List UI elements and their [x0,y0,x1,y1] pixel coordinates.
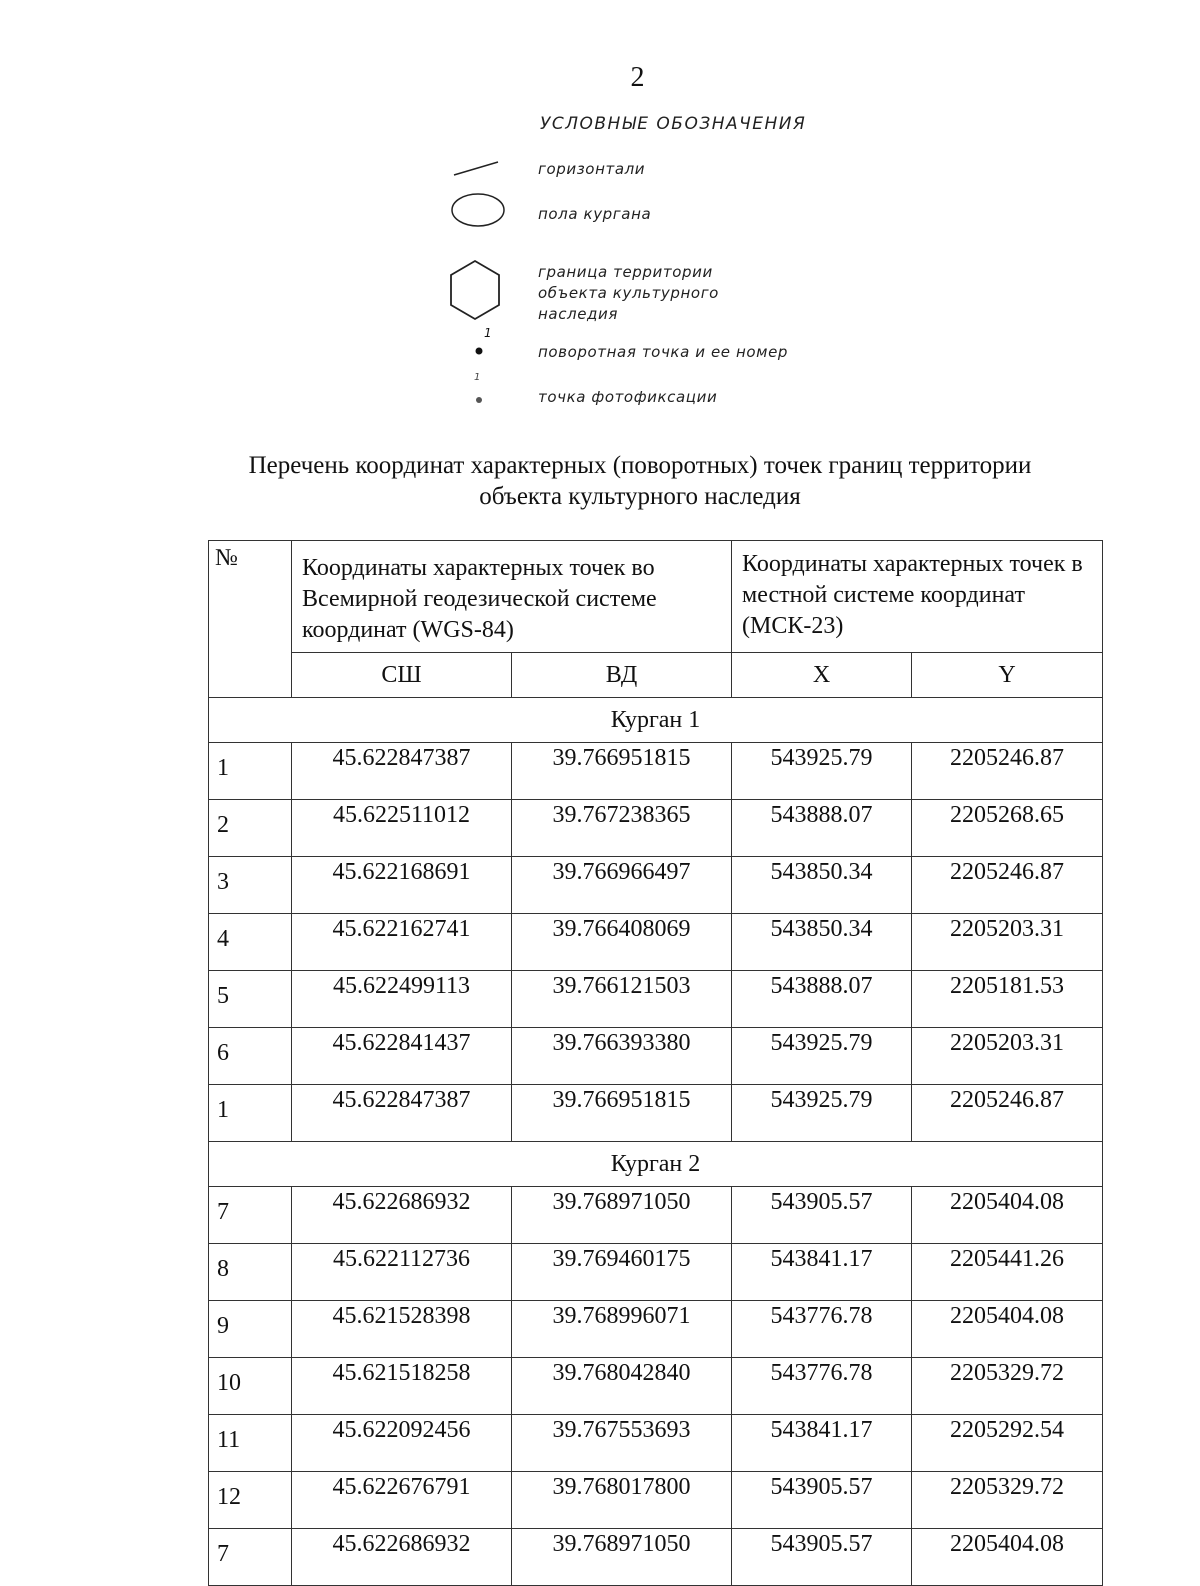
cell-longitude: 39.769460175 [512,1244,732,1301]
cell-latitude: 45.622092456 [292,1415,512,1472]
cell-point-number: 12 [209,1472,292,1529]
table-subheader-row [209,653,1103,698]
cell-longitude: 39.768042840 [512,1358,732,1415]
contour-line-icon [452,158,502,178]
cell-longitude: 39.766393380 [512,1028,732,1085]
page-number: 2 [630,62,645,93]
cell-y: 2205246.87 [912,857,1103,914]
cell-y: 2205329.72 [912,1358,1103,1415]
cell-point-number: 1 [209,1085,292,1142]
turning-point-icon [472,344,486,358]
turning-point-number: 1 [484,326,492,340]
table-row [209,1244,1103,1301]
cell-longitude: 39.767238365 [512,800,732,857]
cell-y: 2205441.26 [912,1244,1103,1301]
cell-latitude: 45.622847387 [292,1085,512,1142]
column-header-lon: ВД [512,653,732,698]
cell-latitude: 45.621528398 [292,1301,512,1358]
cell-longitude: 39.766121503 [512,971,732,1028]
cell-latitude: 45.622686932 [292,1187,512,1244]
cell-point-number: 3 [209,857,292,914]
cell-latitude: 45.622511012 [292,800,512,857]
hexagon-boundary-icon [446,258,504,324]
cell-x: 543925.79 [732,1028,912,1085]
table-row [209,971,1103,1028]
cell-longitude: 39.768971050 [512,1187,732,1244]
cell-x: 543925.79 [732,1085,912,1142]
cell-latitude: 45.622847387 [292,743,512,800]
column-header-lat: СШ [292,653,512,698]
legend-title: УСЛОВНЫЕ ОБОЗНАЧЕНИЯ [540,114,807,134]
legend-label-boundary [538,262,719,325]
cell-point-number: 11 [209,1415,292,1472]
cell-latitude: 45.622686932 [292,1529,512,1586]
cell-x: 543776.78 [732,1301,912,1358]
cell-x: 543888.07 [732,971,912,1028]
legend-boundary-line-1: граница территории [538,263,713,281]
cell-point-number: 5 [209,971,292,1028]
cell-y: 2205292.54 [912,1415,1103,1472]
cell-y: 2205404.08 [912,1187,1103,1244]
table-row [209,1472,1103,1529]
table-header-row [209,541,1103,653]
mound-base-ellipse-icon [450,190,508,230]
column-header-number: № [209,541,292,698]
cell-latitude: 45.622676791 [292,1472,512,1529]
legend-boundary-line-3: наследия [538,305,619,323]
cell-x: 543776.78 [732,1358,912,1415]
cell-y: 2205203.31 [912,914,1103,971]
legend-label-contours: горизонтали [538,160,646,178]
table-body [209,698,1103,1586]
cell-point-number: 4 [209,914,292,971]
cell-point-number: 7 [209,1187,292,1244]
document-heading [200,450,1080,512]
legend-boundary-line-2: объекта культурного [538,284,719,302]
cell-longitude: 39.768017800 [512,1472,732,1529]
table-row [209,1028,1103,1085]
table-row [209,1085,1103,1142]
cell-latitude: 45.622112736 [292,1244,512,1301]
photo-point-icon [472,393,486,407]
cell-y: 2205246.87 [912,1085,1103,1142]
cell-y: 2205246.87 [912,743,1103,800]
table-row [209,1358,1103,1415]
column-header-y: Y [912,653,1103,698]
cell-x: 543888.07 [732,800,912,857]
table-row [209,1301,1103,1358]
cell-longitude: 39.768971050 [512,1529,732,1586]
column-header-wgs84: Координаты характерных точек во Всемирной геодезической системе координат (WGS-84) [292,541,732,653]
cell-x: 543841.17 [732,1244,912,1301]
cell-latitude: 45.621518258 [292,1358,512,1415]
table-row [209,1187,1103,1244]
cell-x: 543905.57 [732,1472,912,1529]
photo-point-number: 1 [474,372,481,383]
legend-label-mound-base: пола кургана [538,205,652,223]
cell-point-number: 8 [209,1244,292,1301]
cell-latitude: 45.622162741 [292,914,512,971]
cell-point-number: 7 [209,1529,292,1586]
legend-label-photo-point: точка фотофиксации [538,388,718,406]
table-row [209,857,1103,914]
cell-x: 543905.57 [732,1529,912,1586]
cell-x: 543841.17 [732,1415,912,1472]
cell-y: 2205404.08 [912,1529,1103,1586]
cell-longitude: 39.766951815 [512,743,732,800]
section-row [209,698,1103,743]
heading-line-1: Перечень координат характерных (поворотных) точек границ территории [248,452,1032,479]
cell-x: 543850.34 [732,857,912,914]
column-header-msk23: Координаты характерных точек в местной системе координат (МСК-23) [732,541,1103,653]
cell-longitude: 39.768996071 [512,1301,732,1358]
section-title: Курган 1 [209,698,1103,743]
table-row [209,1529,1103,1586]
section-title: Курган 2 [209,1142,1103,1187]
cell-y: 2205203.31 [912,1028,1103,1085]
cell-x: 543905.57 [732,1187,912,1244]
cell-longitude: 39.766951815 [512,1085,732,1142]
cell-latitude: 45.622499113 [292,971,512,1028]
cell-longitude: 39.767553693 [512,1415,732,1472]
cell-point-number: 9 [209,1301,292,1358]
table-row [209,743,1103,800]
cell-x: 543925.79 [732,743,912,800]
cell-y: 2205329.72 [912,1472,1103,1529]
cell-longitude: 39.766408069 [512,914,732,971]
table-row [209,800,1103,857]
table-row [209,914,1103,971]
cell-point-number: 6 [209,1028,292,1085]
legend-label-turning-point: поворотная точка и ее номер [538,343,789,361]
cell-y: 2205181.53 [912,971,1103,1028]
cell-y: 2205404.08 [912,1301,1103,1358]
section-row [209,1142,1103,1187]
coordinates-table [208,540,1103,1586]
table-row [209,1415,1103,1472]
cell-latitude: 45.622168691 [292,857,512,914]
column-header-x: X [732,653,912,698]
cell-latitude: 45.622841437 [292,1028,512,1085]
cell-point-number: 10 [209,1358,292,1415]
cell-point-number: 2 [209,800,292,857]
cell-x: 543850.34 [732,914,912,971]
cell-y: 2205268.65 [912,800,1103,857]
cell-longitude: 39.766966497 [512,857,732,914]
heading-line-2: объекта культурного наследия [479,483,801,510]
cell-point-number: 1 [209,743,292,800]
